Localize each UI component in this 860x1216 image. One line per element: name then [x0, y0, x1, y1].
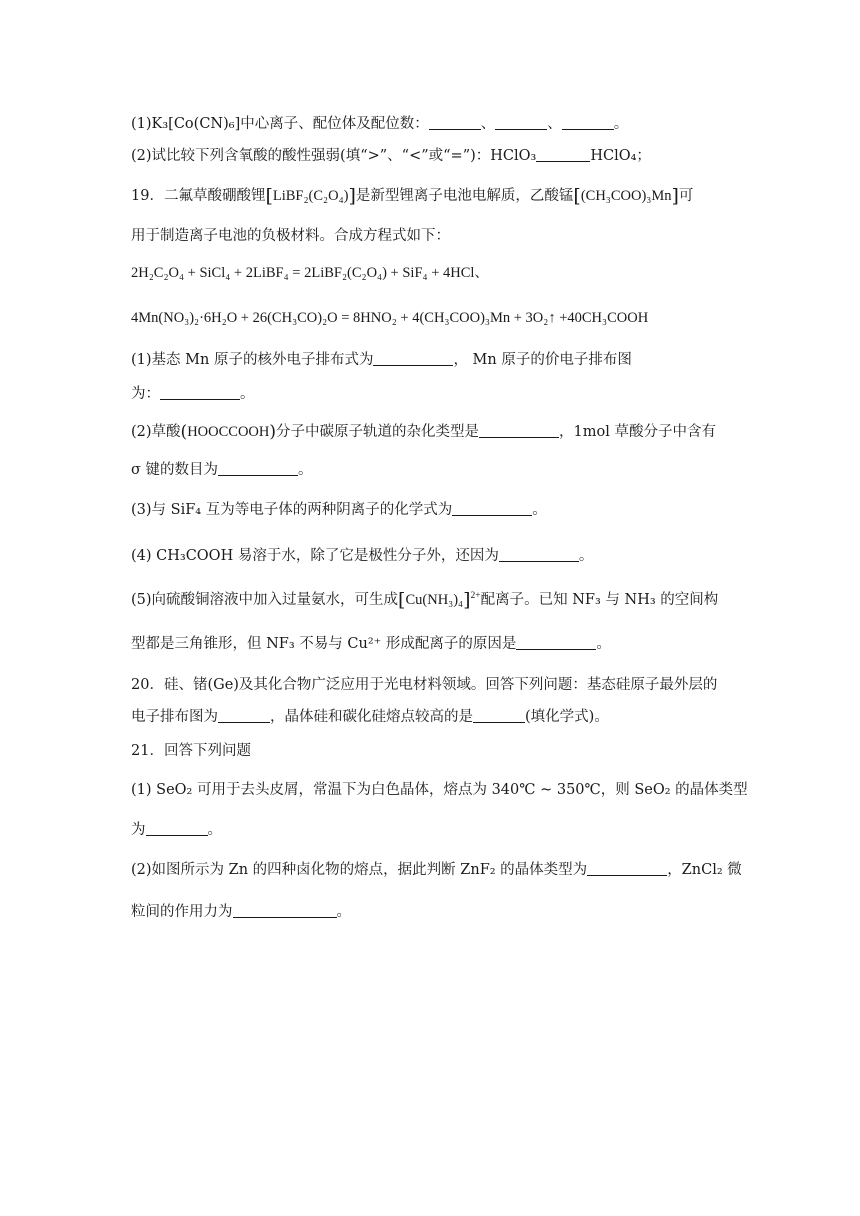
q19-1: (1)基态 Mn 原子的核外电子排布式为 ， Mn 原子的价电子排布图	[131, 352, 632, 368]
answer-blank[interactable]	[495, 115, 547, 130]
q20: 20．硅、锗(Ge)及其化合物广泛应用于光电材料领域。回答下列问题：基态硅原子最外层的	[131, 677, 718, 693]
answer-blank[interactable]	[587, 861, 667, 876]
formula-copper-complex: Cu(NH₃)₄	[405, 592, 464, 608]
answer-blank[interactable]	[499, 547, 579, 562]
answer-blank[interactable]	[536, 147, 590, 162]
answer-blank[interactable]	[429, 115, 481, 130]
q21-1-cont: 为 。	[131, 822, 222, 838]
formula-mn-acetate: (CH₃COO)₃Mn	[580, 188, 672, 204]
formula-oxalic-acid: HOOCCOOH	[187, 424, 270, 440]
answer-blank[interactable]	[562, 115, 614, 130]
q19-4: (4) CH₃COOH 易溶于水，除了它是极性分子外，还因为 。	[131, 548, 594, 564]
q19-5: (5)向硫酸铜溶液中加入过量氨水，可生成$[Cu(NH_3)_4]^{2+}$配离子。已知 NF₃ 与 NH₃ 的空间构	[131, 589, 719, 611]
answer-blank[interactable]	[516, 635, 596, 650]
answer-blank[interactable]	[473, 708, 525, 723]
answer-blank[interactable]	[373, 351, 453, 366]
q21: 21．回答下列问题	[131, 743, 251, 759]
answer-blank[interactable]	[160, 385, 240, 400]
q19-intro-line2: 用于制造离子电池的负极材料。合成方程式如下：	[131, 228, 450, 244]
q18-part1: (1)K₃[Co(CN)₆]中心离子、配位体及配位数： 、 、 。	[131, 116, 629, 132]
answer-blank[interactable]	[233, 903, 337, 918]
q19-2-cont: σ 键的数目为 。	[131, 462, 313, 478]
complex-charge: 2+	[470, 591, 481, 602]
answer-blank[interactable]	[479, 423, 559, 438]
answer-blank[interactable]	[218, 708, 270, 723]
answer-blank[interactable]	[146, 821, 208, 836]
formula-libf2: LiBF₂(C₂O₄)	[272, 188, 349, 204]
q19-intro: 19．二氟草酸硼酸锂[LiBF₂(C₂O₄)]是新型锂离子电池电解质，乙酸锰[(CH₃COO)₃Mn]可	[131, 185, 694, 207]
q19-3: (3)与 SiF₄ 互为等电子体的两种阴离子的化学式为 。	[131, 502, 547, 518]
q21-2: (2)如图所示为 Zn 的四种卤化物的熔点，据此判断 ZnF₂ 的晶体类型为 ，ZnCl₂ 微	[131, 862, 742, 878]
q19-2: (2)草酸(HOOCCOOH)分子中碳原子轨道的杂化类型是 ，1mol 草酸分子中含有	[131, 422, 716, 442]
answer-blank[interactable]	[452, 501, 532, 516]
equation-2: 4Mn(NO₃)₂·6H₂O + 26(CH₃CO)₂O = 8HNO₂ + 4(CH₃COO)₃Mn + 3O₂↑ +40CH₃COOH	[131, 310, 649, 326]
q20-cont: 电子排布图为 ，晶体硅和碳化硅熔点较高的是 (填化学式)。	[131, 709, 609, 725]
q19-5-cont: 型都是三角锥形，但 NF₃ 不易与 Cu²⁺ 形成配离子的原因是 。	[131, 636, 611, 652]
q21-2-cont: 粒间的作用力为 。	[131, 904, 351, 920]
answer-blank[interactable]	[218, 461, 298, 476]
q18-part2: (2)试比较下列含氧酸的酸性强弱(填“>”、“<”或“=”)：HClO₃ HClO₄；	[131, 148, 651, 164]
q21-1: (1) SeO₂ 可用于去头皮屑，常温下为白色晶体，熔点为 340℃ ~ 350℃，则 SeO₂ 的晶体类型	[131, 782, 748, 798]
equation-1: 2H₂C₂O₄ + SiCl₄ + 2LiBF₄ = 2LiBF₂(C₂O₄) + SiF₄ + 4HCl、	[131, 265, 489, 281]
q19-1-cont: 为： 。	[131, 386, 255, 402]
